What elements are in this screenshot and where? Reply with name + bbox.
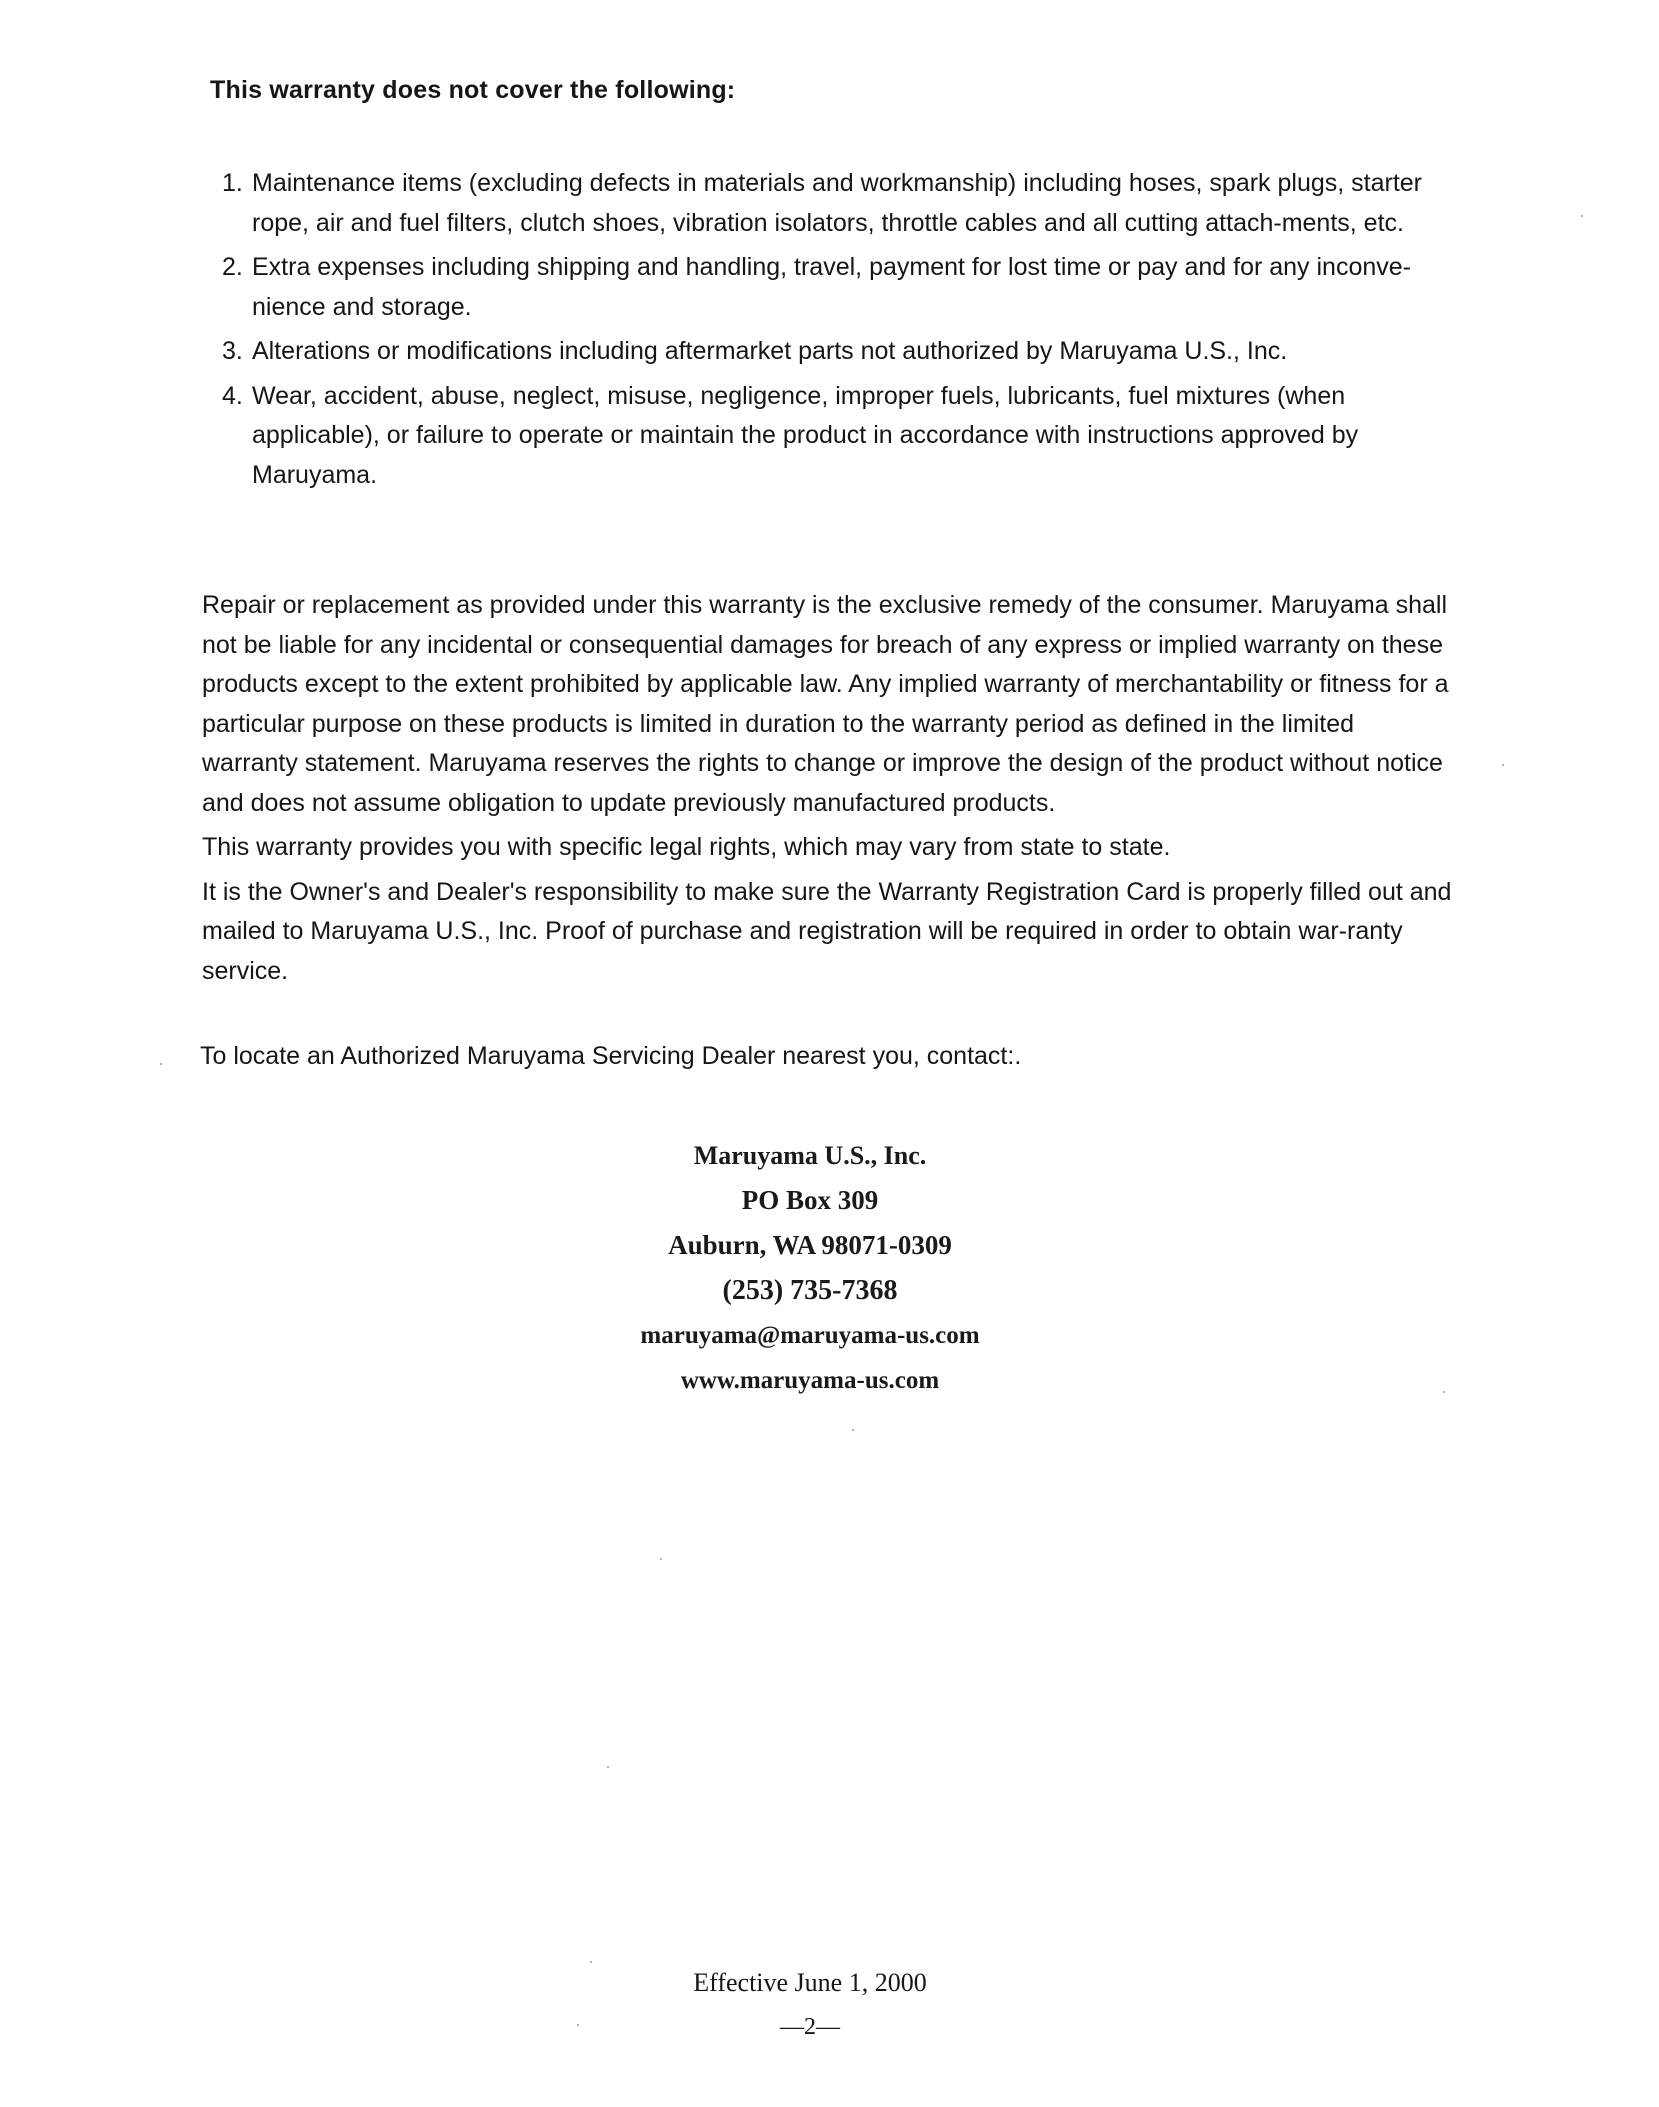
- city-state-zip: Auburn, WA 98071-0309: [668, 1230, 952, 1260]
- list-number: 4.: [222, 381, 243, 410]
- list-item-text: Wear, accident, abuse, neglect, misuse, negligence, improper fuels, lubricants, fuel mixtures (when applicable), or failure to operate or maintain the product in accordance with instructions approved by Maruyama.: [252, 381, 1359, 489]
- remedy-paragraph: Repair or replacement as provided under this warranty is the exclusive remedy of the consumer. Maruyama shall not be liable for any incidental or consequential damages for breach of any express or implied warranty on these products except to the extent prohibited by applicable law. Any implied warranty of merchantability or fitness for a particular purpose on these products is limited in duration to the warranty period as defined in the limited warranty statement. Maruyama reserves the rights to change or improve the design of the product without notice and does not assume obligation to update previously manufactured products.: [202, 591, 1449, 817]
- warranty-terms: [202, 586, 1452, 996]
- scan-speck: [160, 1063, 162, 1065]
- company-name: Maruyama U.S., Inc.: [693, 1141, 927, 1170]
- website-address: www.maruyama-us.com: [680, 1367, 940, 1394]
- exclusion-item-3: [222, 332, 1452, 372]
- scan-speck: [660, 1558, 662, 1560]
- scan-speck: [590, 1961, 592, 1963]
- address-block: [560, 1133, 1060, 1403]
- list-number: 1.: [222, 169, 243, 197]
- email-address: maruyama@maruyama-us.com: [640, 1322, 980, 1349]
- scan-speck: [607, 1766, 609, 1768]
- scan-speck: [1502, 764, 1504, 766]
- po-box: PO Box 309: [741, 1185, 879, 1215]
- effective-date: Effective June 1, 2000: [693, 1968, 927, 1997]
- list-item-text: Maintenance items (excluding defects in materials and workmanship) including hoses, spark plugs, starter rope, air and fuel filters, clutch shoes, vibration isolators, throttle cables and all cutting attach-ments, etc.: [252, 169, 1423, 237]
- exclusion-item-4: [222, 377, 1452, 496]
- scan-speck: [1443, 1391, 1445, 1393]
- scan-speck: [852, 1429, 854, 1431]
- exclusion-item-1: [222, 164, 1452, 243]
- scan-speck: [1581, 215, 1583, 217]
- section-heading: This warranty does not cover the following:: [210, 76, 736, 104]
- exclusion-item-2: [222, 248, 1452, 327]
- list-number: 2.: [222, 253, 243, 281]
- exclusions-list: [222, 164, 1452, 500]
- scan-speck: [577, 2024, 579, 2026]
- contact-intro: To locate an Authorized Maruyama Servicing Dealer nearest you, contact:.: [200, 1042, 1022, 1070]
- legal-rights-paragraph: This warranty provides you with specific legal rights, which may vary from state to state.: [202, 833, 1171, 861]
- list-item-text: Extra expenses including shipping and handling, travel, payment for lost time or pay and for any inconve-nience and storage.: [252, 253, 1411, 321]
- list-item-text: Alterations or modifications including aftermarket parts not authorized by Maruyama U.S., Inc.: [252, 337, 1288, 365]
- list-number: 3.: [222, 337, 243, 365]
- registration-paragraph: It is the Owner's and Dealer's responsibility to make sure the Warranty Registration Card is properly filled out and mailed to Maruyama U.S., Inc. Proof of purchase and registration will be required in order to obtain war-ranty service.: [202, 877, 1452, 985]
- phone-number: (253) 735-7368: [722, 1275, 898, 1306]
- page-number: —2—: [780, 2014, 840, 2040]
